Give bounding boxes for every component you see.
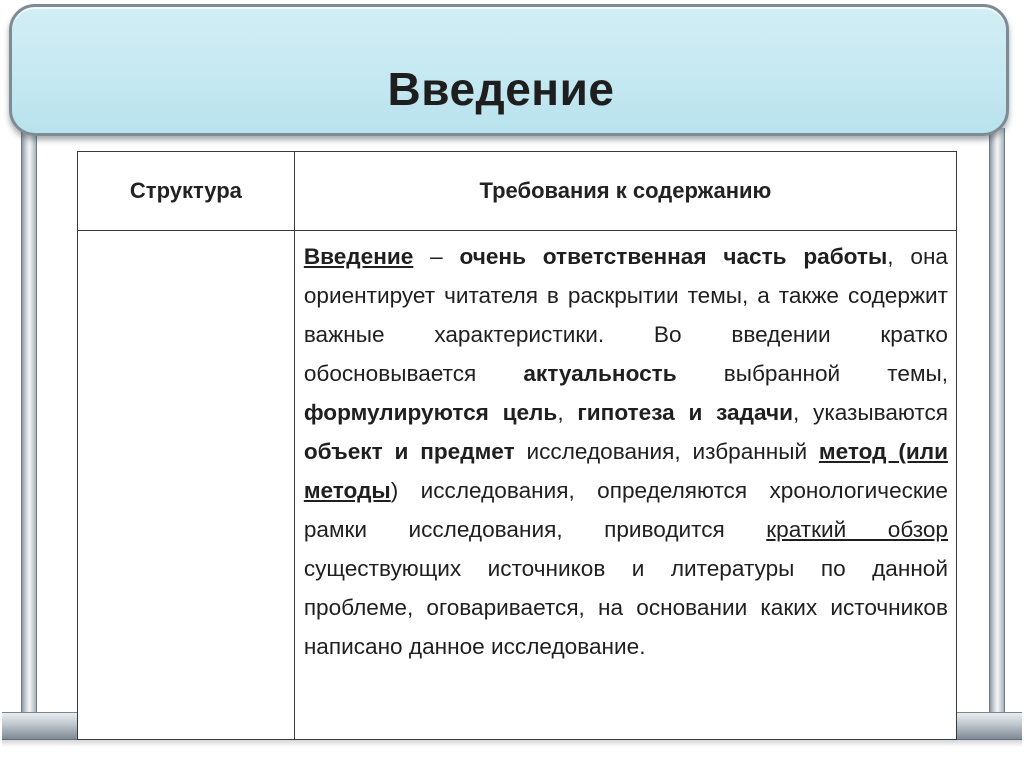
header-structure: Структура [78,152,295,231]
structure-cell [78,231,295,740]
requirements-table [77,151,957,740]
requirements-cell [294,231,956,740]
term-responsible-part: очень ответственная часть работы [459,244,888,269]
text-segment: , [557,400,578,425]
text-segment: – [413,244,460,269]
term-goal: формулируются цель [303,400,558,425]
header-requirements: Требования к содержанию [294,152,956,231]
text-segment: выбранной темы, [676,361,948,386]
right-frame-rail [989,128,1005,718]
term-hypothesis-tasks: гипотеза и задачи [577,400,793,425]
term-relevance: актуальность [523,361,677,386]
left-frame-rail [21,128,37,718]
introduction-description [295,231,956,666]
text-segment: ) исследования, определяются хронологические рамки исследования, приводится [303,478,948,542]
term-methods: метод (или методы [303,439,949,503]
term-brief-review: краткий обзор [766,517,948,542]
bottom-frame-shadow [2,739,1022,747]
slide-title: Введение [387,63,615,115]
title-banner [9,4,1009,136]
text-segment: , указываются [792,400,949,425]
term-introduction: Введение [303,244,414,269]
term-object-subject: объект и предмет [303,439,515,464]
table-header-row [78,152,957,231]
table-row [78,231,957,740]
text-segment: исследования, избранный [514,439,819,464]
text-segment: существующих источников и литературы по данной проблеме, оговаривается, на основании каких источников написано данное исследование. [303,556,948,659]
text-segment: , она ориентирует читателя в раскрытии темы, а также содержит важные характеристики. Во введении кратко обосновывается [303,244,948,386]
